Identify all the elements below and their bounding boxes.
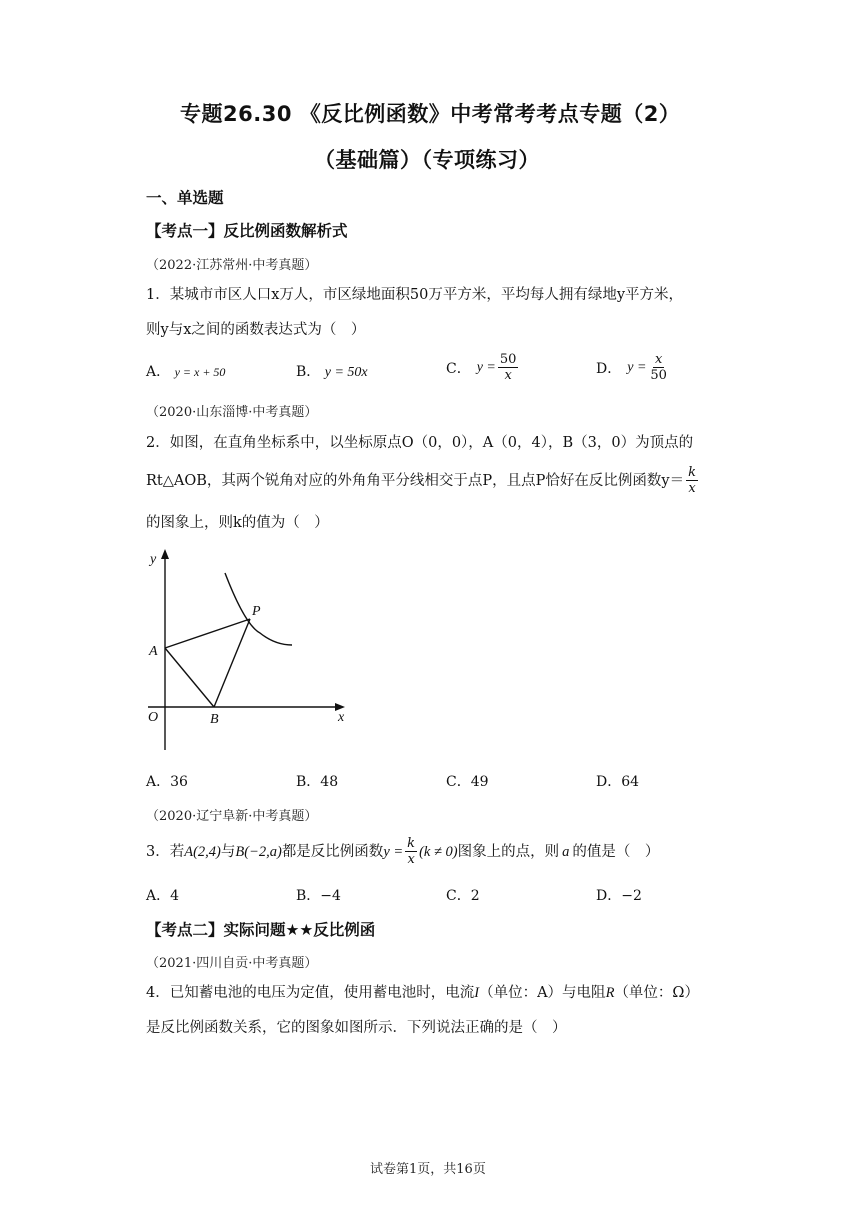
q2-option-d[interactable]: D．64 bbox=[596, 774, 640, 790]
y-axis-arrow bbox=[161, 549, 169, 559]
q1-text-line2: 则y与x之间的函数表达式为（ ） bbox=[146, 322, 366, 338]
q1-option-b[interactable] bbox=[296, 361, 368, 381]
option-label: D． bbox=[596, 360, 622, 377]
topic-heading-1: 【考点一】反比例函数解析式 bbox=[146, 222, 348, 240]
q1-text-line1: 1．某城市市区人口x万人，市区绿地面积50万平方米，平均每人拥有绿地y平方米， bbox=[146, 287, 684, 303]
option-label: B． bbox=[296, 364, 321, 380]
q3-option-a[interactable]: A．4 bbox=[146, 888, 180, 904]
option-fraction: $\frac{50}{x}$ bbox=[499, 352, 517, 383]
q3-source: （2020·辽宁阜新·中考真题） bbox=[146, 809, 318, 824]
q1-option-c[interactable] bbox=[446, 352, 520, 383]
q3-option-b[interactable]: B．−4 bbox=[296, 888, 341, 904]
q2-text-line3: 的图象上，则k的值为（ ） bbox=[146, 515, 329, 531]
q3-option-c[interactable]: C．2 bbox=[446, 888, 480, 904]
point-a-label: A bbox=[149, 644, 158, 659]
page-footer: 试卷第1页，共16页 bbox=[370, 1162, 486, 1177]
q2-figure bbox=[140, 545, 365, 755]
q2-text-line1: 2．如图，在直角坐标系中，以坐标原点O（0，0），A（0，4），B（3，0）为顶点的 bbox=[146, 435, 694, 451]
q2-source: （2020·山东淄博·中考真题） bbox=[146, 405, 318, 420]
q4-source: （2021·四川自贡·中考真题） bbox=[146, 956, 318, 971]
option-fraction: $\frac{x}{50}$ bbox=[650, 352, 667, 383]
segment-ap bbox=[165, 619, 250, 648]
point-p-label: P bbox=[252, 604, 261, 619]
section-heading: 一、单选题 bbox=[146, 189, 224, 207]
q2-text-line2: Rt△AOB，其两个锐角对应的外角角平分线相交于点P，且点P恰好在反比例函数y＝ $\frac{k}{x}$ bbox=[146, 465, 697, 496]
option-expr: y = 50x bbox=[324, 365, 368, 380]
q2-option-b[interactable]: B．48 bbox=[296, 774, 339, 790]
q3-fraction: $\frac{k}{x}$ bbox=[407, 836, 416, 867]
q1-option-a[interactable] bbox=[146, 361, 225, 381]
q3-option-d[interactable]: D．−2 bbox=[596, 888, 642, 904]
page-title-line2: （基础篇）（专项练习） bbox=[314, 148, 540, 172]
segment-ab bbox=[165, 648, 214, 707]
option-expr: y = x + 50 bbox=[174, 365, 226, 379]
x-axis-label: x bbox=[338, 710, 345, 725]
origin-label: O bbox=[148, 710, 159, 725]
segment-bp bbox=[214, 619, 250, 707]
q2-option-c[interactable]: C．49 bbox=[446, 774, 489, 790]
point-b-label: B bbox=[210, 712, 219, 727]
option-lhs: y = bbox=[476, 359, 496, 375]
q4-text-line2: 是反比例函数关系，它的图象如图所示．下列说法正确的是（ ） bbox=[146, 1020, 567, 1036]
option-label: A． bbox=[146, 364, 171, 380]
q2-option-a[interactable]: A．36 bbox=[146, 774, 188, 790]
topic-heading-2: 【考点二】实际问题★★反比例函 bbox=[146, 921, 376, 939]
y-axis-label: y bbox=[150, 552, 157, 567]
option-label: C． bbox=[446, 360, 471, 377]
q4-text-line1: 4．已知蓄电池的电压为定值，使用蓄电池时，电流I（单位：A）与电阻R（单位：Ω） bbox=[146, 985, 699, 1001]
page-title-line1: 专题26.30 《反比例函数》中考常考考点专题（2） bbox=[180, 102, 681, 126]
option-lhs: y = bbox=[627, 359, 647, 375]
q2-fraction: $\frac{k}{x}$ bbox=[688, 465, 697, 496]
q3-text: 3．若 A(2,4) 与 B(−2,a) 都是反比例函数 y = $\frac{k}{x}$ (k ≠ 0) 图象上的点，则 a 的值是（ ） bbox=[146, 836, 660, 867]
q1-source: （2022·江苏常州·中考真题） bbox=[146, 258, 318, 273]
q1-option-d[interactable] bbox=[596, 352, 671, 383]
